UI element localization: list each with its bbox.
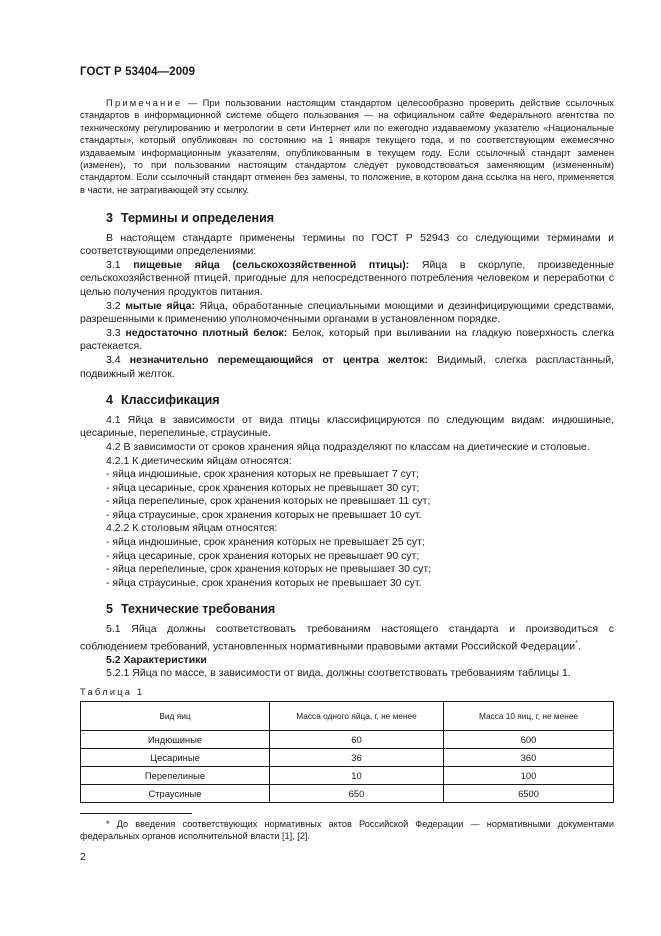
table-row [81, 785, 614, 803]
paragraph-4-2: 4.2 В зависимости от сроков хранения яйца подразделяют по классам на диетические и столовые. [106, 440, 590, 453]
table-cell: 36 [270, 749, 444, 767]
document-header: ГОСТ Р 53404—2009 [80, 66, 196, 78]
term-number: 3.3 [106, 326, 121, 339]
table-row [81, 731, 614, 749]
table-cell: Индюшиные [81, 731, 270, 749]
section-5-title: Технические требования [120, 602, 276, 617]
table-header-cell: Масса 10 яиц, г, не менее [444, 702, 614, 731]
table-row [81, 749, 614, 767]
paragraph-5-2-text: 5.2 Характеристики [106, 653, 207, 666]
table-row [81, 767, 614, 785]
list-item: - яйца индюшиные, срок хранения которых не превышает 7 сут; [106, 468, 419, 481]
table-cell: 6500 [444, 785, 614, 803]
term-name: недостаточно плотный белок: [125, 326, 288, 339]
term-3-4 [80, 354, 614, 381]
table-cell: Перепелиные [81, 767, 270, 785]
paragraph-5-2-1: 5.2.1 Яйца по массе, в зависимости от вида, должны соответствовать требованиям таблицы 1. [106, 667, 571, 680]
term-3-3 [80, 327, 614, 354]
note-paragraph [80, 97, 614, 196]
term-definition: Яйца в скорлупе, произведенные сельскохозяйственной птицей, пригодные для непосредственного потребления человеком и переработки с целью получения продуктов питания. [80, 258, 614, 298]
term-definition: Видимый, слегка распластанный, подвижный желток. [80, 353, 614, 380]
section-3-heading [80, 212, 614, 226]
table-cell: Страусиные [81, 785, 270, 803]
term-name: незначительно перемещающийся от центра желток: [129, 353, 429, 366]
table-cell: 360 [444, 749, 614, 767]
note-block [80, 97, 614, 196]
diet-eggs-list [80, 468, 614, 522]
list-item: - яйца страусиные, срок хранения которых не превышает 30 сут. [106, 576, 422, 589]
paragraph-5-1-text: 5.1 Яйца должны соответствовать требованиям настоящего стандарта и производиться с соблюдением требований, установленных нормативными правовыми актами Российской Федерации [80, 623, 614, 653]
note-text: — При пользовании настоящим стандартом целесообразно проверить действие ссылочных стандартов в информационной системе общего пользования — на официальном сайте Федерального агентства по техническому регулированию и метрологии в сети Интернет или по ежегодно издаваемому указателю «Национальные стандарты», который опубликован по состоянию на 1 января текущего года, и по соответствующим ежемесячно издаваемым информационным указателям, опубликованным в текущем году. Если ссылочный стандарт заменен (изменен), то при пользовании настоящим стандартом следует руководствоваться заменяющим (измененным) стандартом. Если ссылочный стандарт отменен без замены, то положение, в котором дана ссылка на него, применяется в части, не затрагивающей эту ссылку. [80, 97, 614, 195]
footnote [80, 818, 614, 843]
list-item: - яйца перепелиные, срок хранения которых не превышает 11 сут; [106, 495, 431, 508]
paragraph-4-2-1: 4.2.1 К диетическим яйцам относятся: [106, 454, 292, 467]
table-cell: 100 [444, 767, 614, 785]
paragraph-5-2 [80, 654, 614, 668]
section-3-intro: В настоящем стандарте применены термины по ГОСТ Р 52943 со следующими терминами и соответствующими определениями: [80, 231, 614, 258]
table-cell: Цесариные [81, 749, 270, 767]
term-number: 3.2 [106, 299, 121, 312]
term-name: пищевые яйца (сельскохозяйственной птицы): [133, 258, 410, 271]
list-item: - яйца перепелиные, срок хранения которых не превышает 30 сут; [106, 563, 432, 576]
footnote-mark: * [575, 639, 578, 647]
section-3-title: Термины и определения [120, 211, 275, 225]
table-header-cell: Вид яиц [81, 702, 270, 731]
table-cell: 650 [270, 785, 444, 803]
paragraph-4-2-2: 4.2.2 К столовым яйцам относятся: [106, 522, 278, 535]
list-item: - яйца индюшиные, срок хранения которых не превышает 25 сут; [106, 536, 425, 549]
term-3-1 [80, 259, 614, 300]
term-definition: Яйца, обработанные специальными моющими и дезинфицирующими средствами, разрешенными к применению уполномоченными органами в установленном порядке. [80, 299, 614, 326]
section-4-number: 4 [106, 393, 113, 408]
paragraph-4-1: 4.1 Яйца в зависимости от вида птицы классифицируются по следующим видам: индюшиные, цесариные, перепелиные, страусиные. [80, 413, 614, 440]
section-4-heading [80, 394, 614, 408]
note-label: Примечание [106, 97, 183, 108]
paragraph-5-1-end: . [577, 640, 581, 653]
footnote-text: * До введения соответствующих нормативных актов Российской Федерации — нормативными документами федеральных органов исполнительной власти [1], [2]. [80, 819, 614, 842]
table-header-cell: Масса одного яйца, г, не менее [270, 702, 444, 731]
footnote-separator [80, 813, 192, 814]
list-item: - яйца цесариные, срок хранения которых не превышает 30 сут; [106, 481, 420, 494]
paragraph-5-1 [80, 623, 614, 654]
table-header-row [81, 702, 614, 731]
table-eggs-list [80, 536, 614, 590]
table-caption: Таблица 1 [80, 686, 145, 697]
table-cell: 600 [444, 731, 614, 749]
term-number: 3.4 [106, 353, 121, 366]
document-body [80, 204, 614, 681]
table-cell: 10 [270, 767, 444, 785]
table-cell: 60 [270, 731, 444, 749]
term-number: 3.1 [106, 258, 121, 271]
section-4-title: Классификация [120, 393, 220, 408]
term-definition: Белок, который при выливании на гладкую поверхность слегка растекается. [80, 326, 614, 353]
list-item: - яйца страусиные, срок хранения которых не превышает 10 сут. [106, 508, 422, 521]
term-3-2 [80, 300, 614, 327]
list-item: - яйца цесариные, срок хранения которых не превышает 90 сут; [106, 549, 420, 562]
section-5-number: 5 [106, 602, 113, 617]
egg-mass-table [80, 701, 614, 803]
section-5-heading [80, 603, 614, 617]
page-number: 2 [80, 851, 86, 863]
term-name: мытые яйца: [125, 299, 195, 312]
section-3-number: 3 [106, 211, 113, 225]
